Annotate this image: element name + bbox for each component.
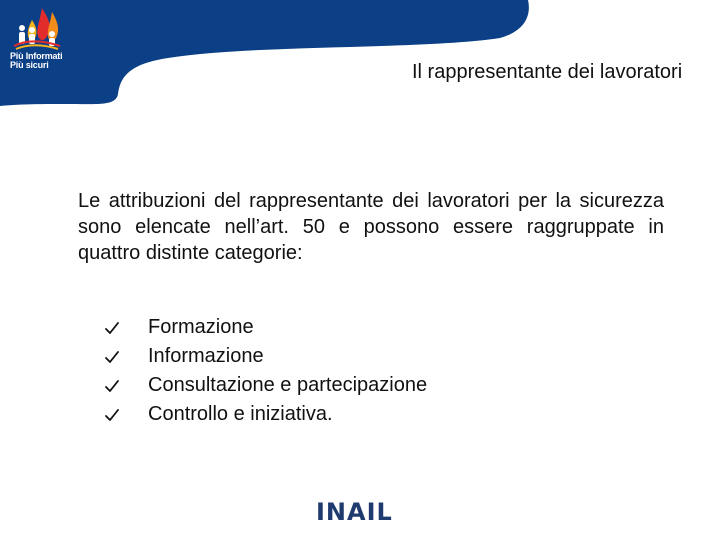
checklist-item-label: Formazione: [148, 316, 254, 338]
logo-wordmark: [10, 52, 70, 70]
checklist-item-formazione: [104, 313, 427, 342]
inail-wordmark: INAIL: [316, 498, 393, 526]
check-icon: [104, 407, 148, 423]
checklist-item-label: Consultazione e partecipazione: [148, 374, 428, 396]
logo-line-1: Più Informati: [10, 51, 63, 61]
logo-line-2: Più sicuri: [10, 60, 49, 70]
intro-paragraph: Le attribuzioni del rappresentante dei lavoratori per la sicurezza sono elencate nell’art. 50 e possono essere raggruppate in quattro distinte categorie:: [78, 190, 664, 264]
checklist-item-label: Controllo e iniziativa.: [148, 403, 333, 425]
check-icon: [104, 378, 148, 394]
check-icon: [104, 320, 148, 336]
slide-title: Il rappresentante dei lavoratori: [412, 61, 683, 83]
attributions-checklist: [104, 313, 427, 429]
checklist-item-label: Informazione: [148, 345, 264, 367]
checklist-item-controllo: [104, 400, 427, 429]
inail-logo: [316, 498, 412, 526]
check-icon: [104, 349, 148, 365]
checklist-item-informazione: [104, 342, 427, 371]
checklist-item-consultazione: [104, 371, 427, 400]
